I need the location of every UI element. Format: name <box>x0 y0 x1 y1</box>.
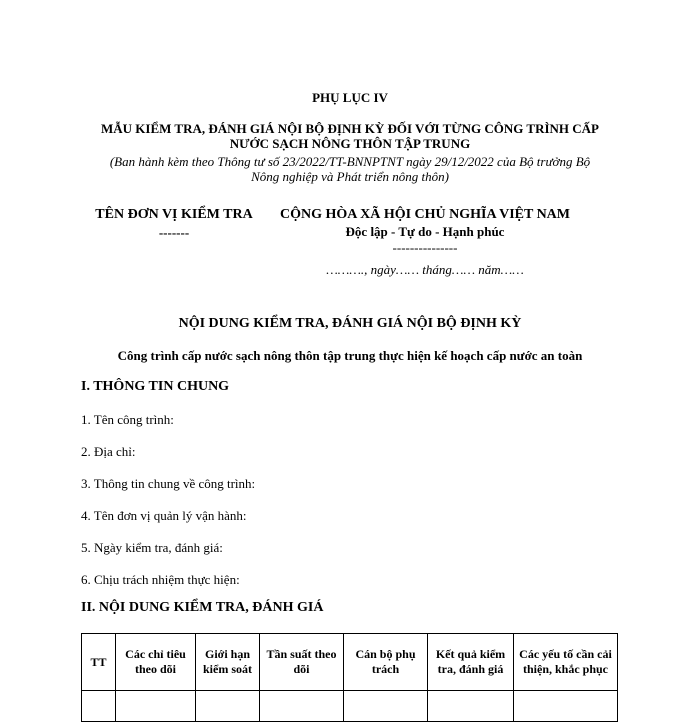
national-title: CỘNG HÒA XÃ HỘI CHỦ NGHĨA VIỆT NAM <box>279 207 570 222</box>
content-subtitle: Công trình cấp nước sạch nông thôn tập trung thực hiện kế hoạch cấp nước an toàn <box>117 348 583 363</box>
col-header-frequency: Tần suất theo dõi <box>260 634 344 691</box>
table-cell <box>428 691 514 722</box>
col-header-tt: TT <box>82 634 116 691</box>
appendix-title: PHỤ LỤC IV <box>312 90 388 105</box>
inspecting-unit-label: TÊN ĐƠN VỊ KIỂM TRA <box>95 207 253 222</box>
table-cell <box>260 691 344 722</box>
col-header-improvements: Các yếu tố cần cải thiện, khắc phục <box>514 634 618 691</box>
document-subtitle-line-2: Nông nghiệp và Phát triển nông thôn) <box>251 169 449 184</box>
col-header-indicators: Các chỉ tiêu theo dõi <box>116 634 196 691</box>
field-responsible: 6. Chịu trách nhiệm thực hiện: <box>81 572 240 587</box>
table-cell <box>116 691 196 722</box>
date-line: ………., ngày…… tháng…… năm…… <box>326 262 524 277</box>
content-title: NỘI DUNG KIỂM TRA, ĐÁNH GIÁ NỘI BỘ ĐỊNH KỲ <box>178 316 522 331</box>
field-inspection-date: 5. Ngày kiểm tra, đánh giá: <box>81 540 223 555</box>
section-1-heading: I. THÔNG TIN CHUNG <box>81 379 230 394</box>
inspecting-unit-separator: ------- <box>158 225 190 240</box>
table-header-row <box>82 634 618 691</box>
field-address: 2. Địa chỉ: <box>81 444 136 459</box>
document-title-line-2: NƯỚC SẠCH NÔNG THÔN TẬP TRUNG <box>229 136 471 151</box>
document-title-line-1: MẪU KIỂM TRA, ĐÁNH GIÁ NỘI BỘ ĐỊNH KỲ ĐỐI VỚI TỪNG CÔNG TRÌNH CẤP <box>100 121 599 136</box>
field-general-info: 3. Thông tin chung về công trình: <box>81 476 256 491</box>
motto-separator: --------------- <box>392 240 458 255</box>
field-project-name: 1. Tên công trình: <box>81 412 174 427</box>
table-cell <box>82 691 116 722</box>
table-cell <box>196 691 260 722</box>
col-header-result: Kết quả kiểm tra, đánh giá <box>428 634 514 691</box>
inspection-table <box>81 633 618 722</box>
document-subtitle-line-1: (Ban hành kèm theo Thông tư số 23/2022/TT-BNNPTNT ngày 29/12/2022 của Bộ trưởng Bộ <box>109 154 591 169</box>
field-operator: 4. Tên đơn vị quản lý vận hành: <box>81 508 247 523</box>
table-row <box>82 691 618 722</box>
col-header-control-limit: Giới hạn kiểm soát <box>196 634 260 691</box>
table-cell <box>344 691 428 722</box>
section-2-heading: II. NỘI DUNG KIỂM TRA, ĐÁNH GIÁ <box>81 600 324 615</box>
col-header-officer: Cán bộ phụ trách <box>344 634 428 691</box>
national-motto: Độc lập - Tự do - Hạnh phúc <box>345 224 505 239</box>
table-cell <box>514 691 618 722</box>
